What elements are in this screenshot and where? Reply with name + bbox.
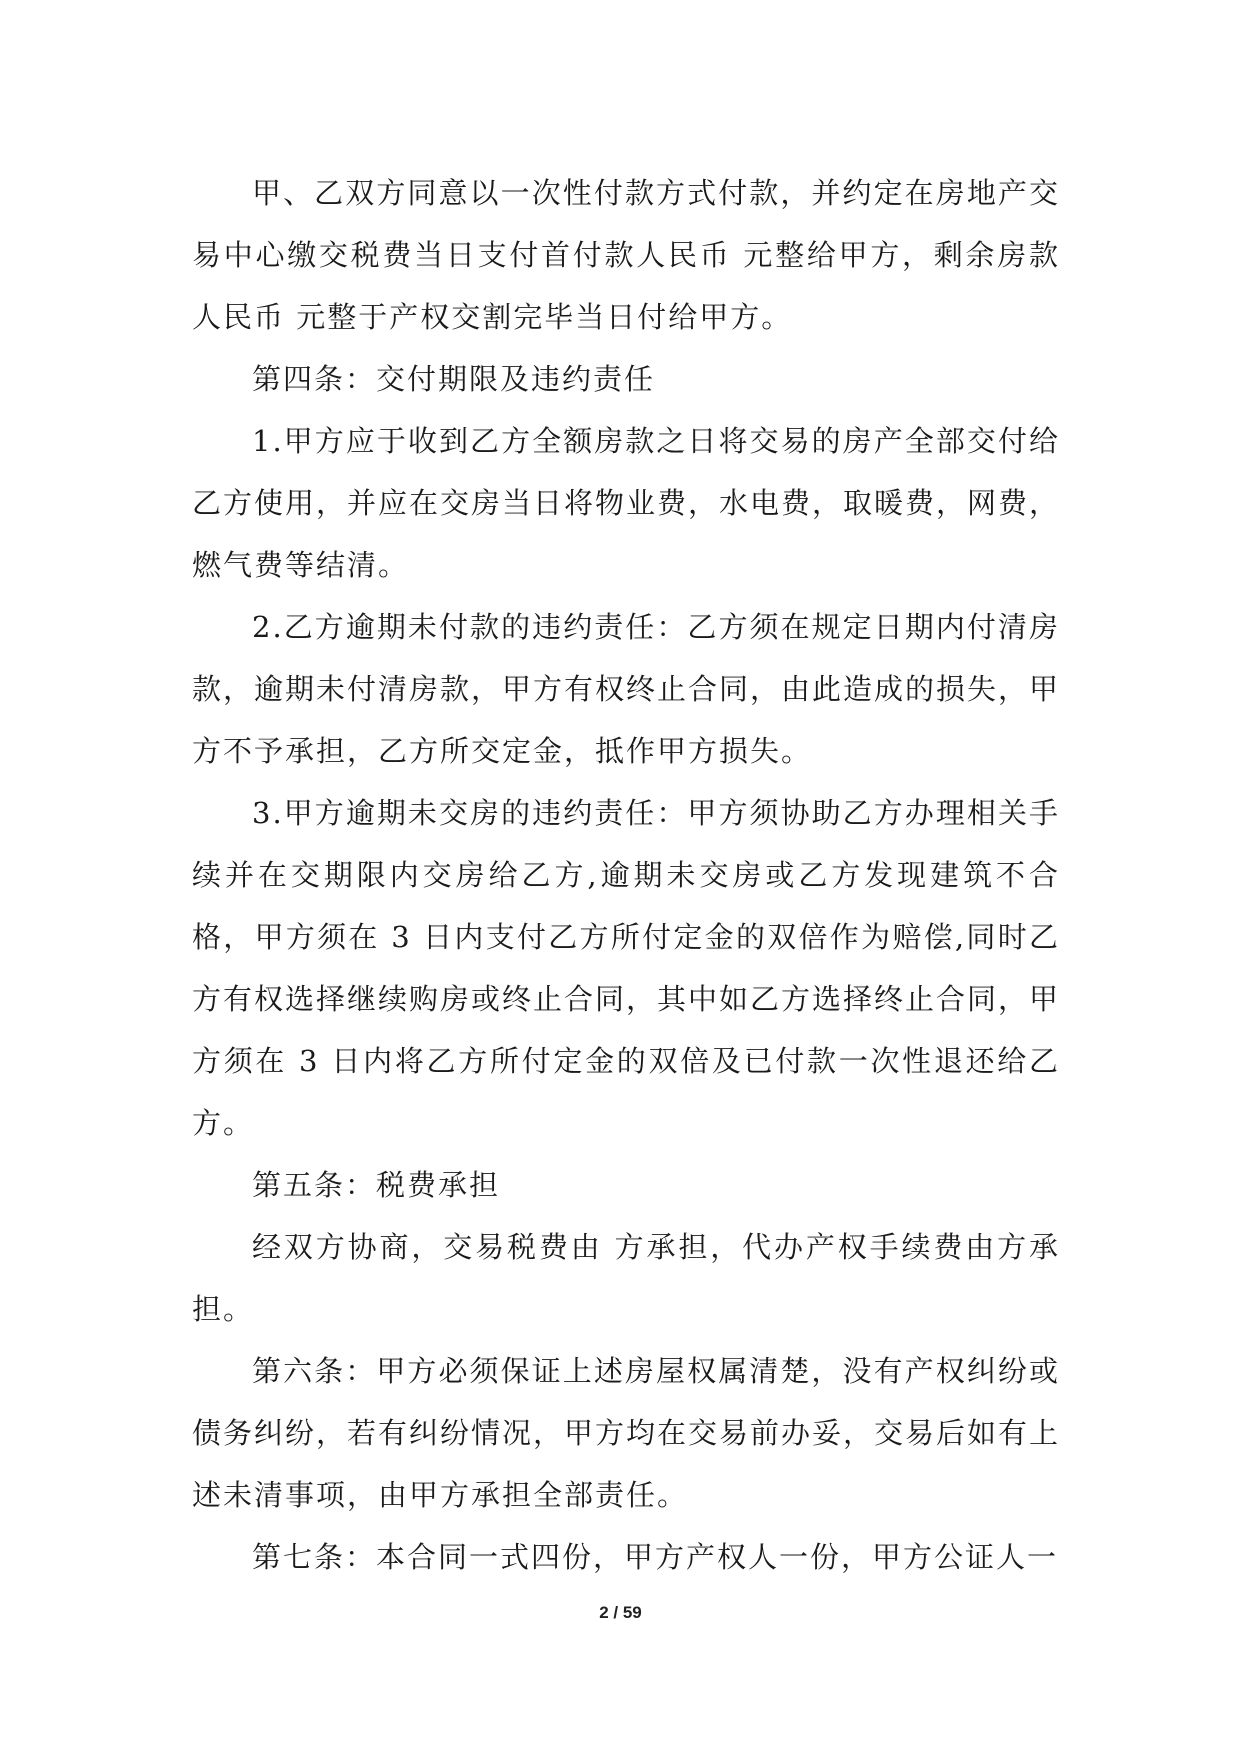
payment-terms-paragraph: 甲、乙双方同意以一次性付款方式付款，并约定在房地产交易中心缴交税费当日支付首付款人民币 元整给甲方，剩余房款人民币 元整于产权交割完毕当日付给甲方。 bbox=[192, 176, 1060, 334]
article-4-heading: 第四条：交付期限及违约责任 bbox=[252, 362, 656, 396]
document-body bbox=[192, 162, 1060, 1588]
article-6-paragraph: 第六条：甲方必须保证上述房屋权属清楚，没有产权纠纷或债务纠纷，若有纠纷情况，甲方均在交易前办妥，交易后如有上述未清事项，由甲方承担全部责任。 bbox=[192, 1354, 1061, 1512]
article-4-clause-1: 1.甲方应于收到乙方全额房款之日将交易的房产全部交付给乙方使用，并应在交房当日将物业费，水电费，取暖费，网费，燃气费等结清。 bbox=[192, 424, 1061, 582]
article-4-clause-2: 2.乙方逾期未付款的违约责任：乙方须在规定日期内付清房款，逾期未付清房款，甲方有权终止合同，由此造成的损失，甲方不予承担，乙方所交定金，抵作甲方损失。 bbox=[192, 610, 1061, 768]
article-7-paragraph: 第七条：本合同一式四份，甲方产权人一份，甲方公证人一 bbox=[252, 1540, 1059, 1574]
article-5-body: 经双方协商，交易税费由 方承担，代办产权手续费由方承担。 bbox=[192, 1230, 1060, 1326]
page-number: 2 / 59 bbox=[599, 1603, 642, 1622]
article-4-clause-3: 3.甲方逾期未交房的违约责任：甲方须协助乙方办理相关手续并在交期限内交房给乙方,逾期未交房或乙方发现建筑不合格，甲方须在 3 日内支付乙方所付定金的双倍作为赔偿,同时乙方有权选择继续购房或终止合同，其中如乙方选择终止合同，甲方须在 3 日内将乙方所付定金的双倍及已付款一次性退还给乙方。 bbox=[192, 796, 1061, 1140]
article-5-heading: 第五条：税费承担 bbox=[252, 1168, 501, 1202]
